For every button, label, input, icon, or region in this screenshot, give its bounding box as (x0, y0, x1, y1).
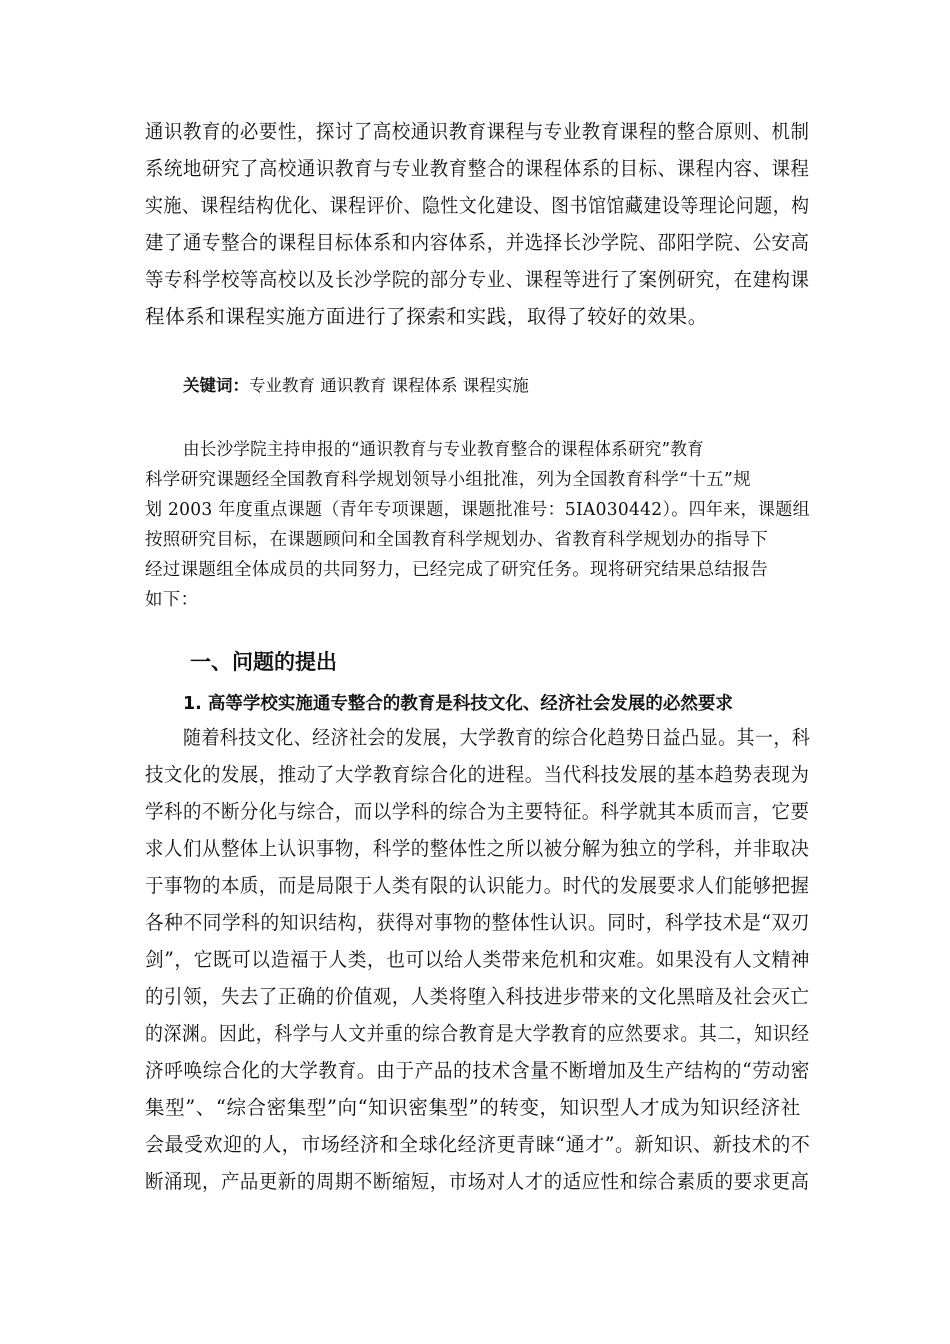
body-line: 剑”，它既可以造福于人类，也可以给人类带来危机和灾难。如果没有人文精神 (145, 948, 810, 971)
body-line: 集型”、“综合密集型”向“知识密集型”的转变，知识型人才成为知识经济社 (145, 1096, 801, 1119)
abstract-line: 系统地研究了高校通识教育与专业教育整合的课程体系的目标、课程内容、课程 (145, 157, 810, 180)
body-line: 会最受欢迎的人，市场经济和全球化经济更青睐“通才”。新知识、新技术的不 (145, 1133, 811, 1156)
body-line: 断涌现，产品更新的周期不断缩短，市场对人才的适应性和综合素质的要求更高 (145, 1170, 810, 1193)
intro-line: 如下： (145, 590, 199, 610)
body-line: 的引领，失去了正确的价值观，人类将堕入科技进步带来的文化黑暗及社会灭亡 (145, 985, 810, 1008)
keywords-line (183, 372, 529, 396)
body-line: 的深渊。因此，科学与人文并重的综合教育是大学教育的应然要求。其二，知识经 (145, 1022, 810, 1045)
body-line: 济呼唤综合化的大学教育。由于产品的技术含量不断增加及生产结构的“劳动密 (145, 1059, 810, 1082)
abstract-line: 建了通专整合的课程目标体系和内容体系，并选择长沙学院、邵阳学院、公安高 (145, 231, 810, 254)
intro-line: 划 2003 年度重点课题（青年专项课题，课题批准号：5IA030442）。四年来，课题组 (145, 500, 810, 520)
abstract-line: 实施、课程结构优化、课程评价、隐性文化建设、图书馆馆藏建设等理论问题，构 (145, 194, 810, 217)
body-line: 技文化的发展，推动了大学教育综合化的进程。当代科技发展的基本趋势表现为 (145, 763, 810, 786)
abstract-line: 程体系和课程实施方面进行了探索和实践，取得了较好的效果。 (145, 305, 708, 328)
intro-line: 按照研究目标，在课题顾问和全国教育科学规划办、省教育科学规划办的指导下 (145, 530, 768, 550)
body-line: 各种不同学科的知识结构，获得对事物的整体性认识。同时，科学技术是“双刃 (145, 911, 810, 934)
body-line: 求人们从整体上认识事物，科学的整体性之所以被分解为独立的学科，并非取决 (145, 837, 810, 860)
section-heading: 一、问题的提出 (190, 650, 337, 674)
intro-line: 经过课题组全体成员的共同努力，已经完成了研究任务。现将研究结果总结报告 (145, 560, 768, 580)
abstract-line: 等专科学校等高校以及长沙学院的部分专业、课程等进行了案例研究，在建构课 (145, 268, 810, 291)
body-line: 学科的不断分化与综合，而以学科的综合为主要特征。科学就其本质而言，它要 (145, 800, 810, 823)
subsection-heading: 1. 高等学校实施通专整合的教育是科技文化、经济社会发展的必然要求 (183, 694, 733, 714)
keywords-text: 专业教育 通识教育 课程体系 课程实施 (249, 376, 529, 395)
abstract-line: 通识教育的必要性，探讨了高校通识教育课程与专业教育课程的整合原则、机制 (145, 120, 810, 143)
intro-line: 科学研究课题经全国教育科学规划领导小组批准，列为全国教育科学“十五”规 (145, 470, 751, 490)
keywords-label: 关键词： (183, 376, 249, 395)
intro-line: 由长沙学院主持申报的“通识教育与专业教育整合的课程体系研究”教育 (183, 440, 704, 460)
body-line: 于事物的本质，而是局限于人类有限的认识能力。时代的发展要求人们能够把握 (145, 874, 810, 897)
body-line: 随着科技文化、经济社会的发展，大学教育的综合化趋势日益凸显。其一，科 (183, 726, 811, 749)
